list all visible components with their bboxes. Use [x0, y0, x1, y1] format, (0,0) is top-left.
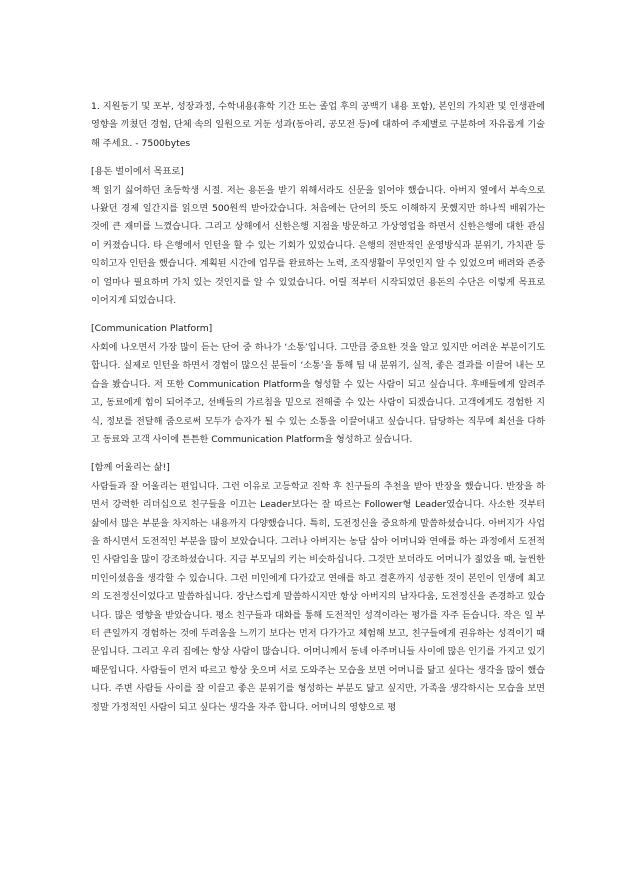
question-prompt: 1. 지원동기 및 포부, 성장과정, 수학내용(휴학 기간 또는 졸업 후의 공백기 내용 포함), 본인의 가치관 및 인생관에 영향을 끼쳤던 경험, 단체 속의 일원으로 거둔 성과(동아리, 공모전 등)에 대하여 주제별로 구분하여 자유롭게 기술해 주세요. - 7500bytes: [91, 101, 545, 149]
section-allowance-to-goal: [91, 163, 545, 310]
section-heading: [용돈 벌이에서 목표로]: [91, 166, 184, 178]
section-body: 사회에 나오면서 가장 많이 듣는 단어 중 하나가 ‘소통’입니다. 그만큼 중요한 것을 알고 있지만 어려운 부분이기도 합니다. 실제로 인턴을 하면서 경험이 많으신 분들이 ‘소통’을 통해 팀 내 분위기, 실적, 좋은 결과를 이끌어 내는 모습을 봤습니다. 저 또한 Communication Platform을 형성할 수 있는 사람이 되고 싶습니다. 후배들에게 알려주고, 동료에게 힘이 되어주고, 선배들의 가르침을 밑으로 전해줄 수 있는 사람이 되겠습니다. 고객에게도 경험한 지식, 정보를 전달해 줌으로써 모두가 승자가 될 수 있는 소통을 이끌어내고 싶습니다. 담당하는 직무에 최선을 다하고 동료와 고객 사이에 튼튼한 Communication Platform을 형성하고 싶습니다.: [91, 341, 545, 445]
section-body: 사람들과 잘 어울리는 편입니다. 그런 이유로 고등학교 진학 후 친구들의 추천을 받아 반장을 했습니다. 반장을 하면서 강력한 리더십으로 친구들을 이끄는 Leader보다는 잘 따르는 Follower형 Leader였습니다. 사소한 것부터 삶에서 많은 부분을 차지하는 내용까지 다양했습니다. 특히, 도전정신을 중요하게 말씀하셨습니다. 아버지가 사업을 하시면서 도전적인 부분을 많이 보았습니다. 그러나 아버지는 농담 삼아 어머니와 연애를 하는 과정에서 도전적인 사람임을 많이 강조하셨습니다. 지금 부모님의 키는 비슷하십니다. 그것만 보더라도 어머니가 젊었을 때, 늘씬한 미인이셨음을 생각할 수 있습니다. 그런 미인에게 다가갔고 연애를 하고 결혼까지 성공한 것이 본인이 인생에 최고의 도전정신이었다고 말씀하십니다. 장난스럽게 말씀하시지만 항상 아버지의 남자다움, 도전정신을 존경하고 있습니다. 많은 영향을 받았습니다. 평소 친구들과 대화를 통해 도전적인 성격이라는 평가를 자주 듣습니다. 작은 일 부터 큰일까지 경험하는 것에 두려움을 느끼기 보다는 먼저 다가가고 체험해 보고, 친구들에게 권유하는 성격이기 때문입니다. 그리고 우리 집에는 항상 사람이 많습니다. 어머니께서 동네 아주머니들 사이에 많은 인기를 가지고 있기 때문입니다. 사람들이 먼저 따르고 항상 웃으며 서로 도와주는 모습을 보면 어머니를 닮고 싶다는 생각을 많이 했습니다. 주변 사람들 사이를 잘 이끌고 좋은 분위기를 형성하는 부분도 닮고 싶지만, 가족을 생각하시는 모습을 보면 정말 가정적인 사람이 되고 싶다는 생각을 자주 합니다. 어머니의 영향으로 평: [91, 480, 545, 713]
section-heading: [함께 어울리는 삶!]: [91, 462, 170, 474]
section-living-together: [91, 459, 545, 717]
section-heading: [Communication Platform]: [91, 323, 213, 335]
section-body: 책 읽기 싫어하던 초등학생 시절. 저는 용돈을 받기 위해서라도 신문을 읽어야 했습니다. 아버지 옆에서 부속으로 나왔던 경제 일간지를 읽으면 500원씩 받아갔습니다. 처음에는 단어의 뜻도 이해하지 못했지만 하나씩 배워가는 것에 큰 재미를 느꼈습니다. 그리고 상해에서 신한은행 지점을 방문하고 가상영업을 하면서 신한은행에 대한 관심이 커졌습니다. 타 은행에서 인턴을 할 수 있는 기회가 있었습니다. 은행의 전반적인 운영방식과 분위기, 가치관 등 익히고자 인턴을 했습니다. 계획된 시간에 업무를 완료하는 노력, 조직생활이 무엇인지 알 수 있었으며 배려와 존중이 얼마나 필요하며 가치 있는 것인지를 알 수 있었습니다. 어릴 적부터 시작되었던 용돈의 수단은 이렇게 목표로 이어지게 되었습니다.: [91, 184, 545, 307]
section-communication-platform: [91, 320, 545, 449]
